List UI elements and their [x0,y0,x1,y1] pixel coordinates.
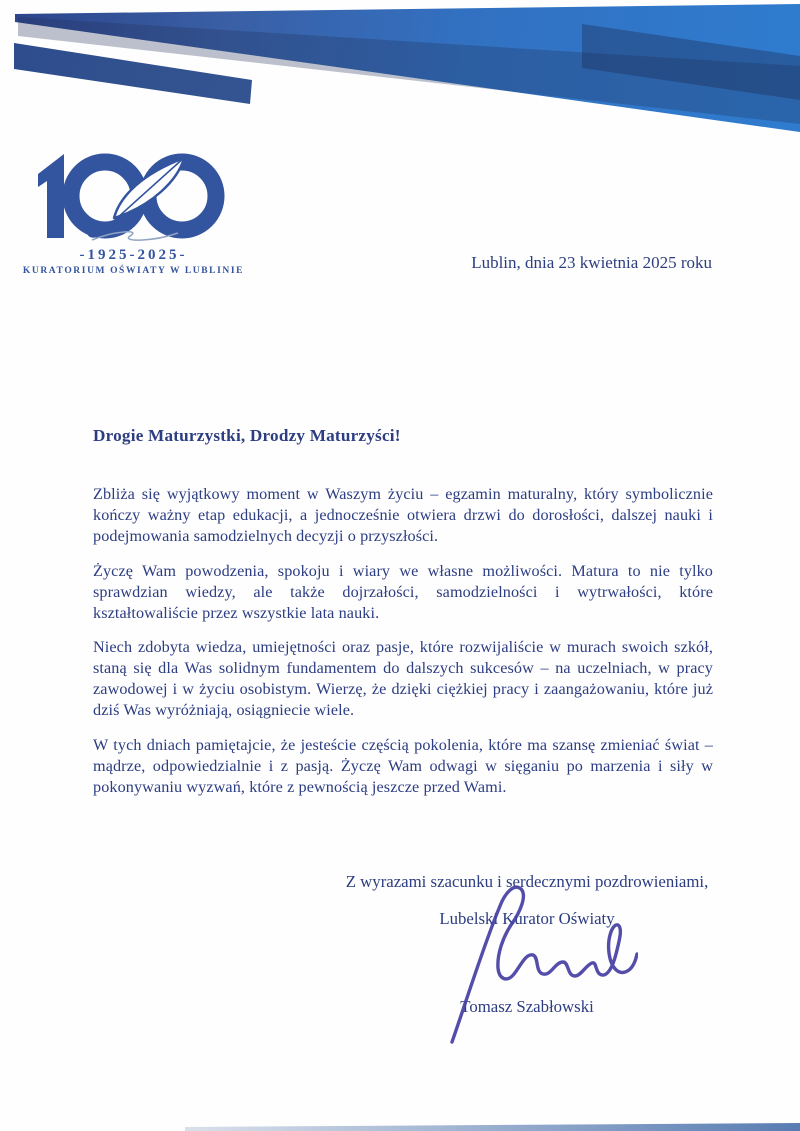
sender-name: Tomasz Szabłowski [460,997,594,1016]
paragraph-2: Życzę Wam powodzenia, spokoju i wiary we własne możliwości. Matura to nie tylko sprawdzian wiedzy, ale także dojrzałości, samodzielności i wytrwałości, które kształtowaliście przez wszystkie lata nauki. [93,561,713,622]
dateline: Lublin, dnia 23 kwietnia 2025 roku [471,253,712,272]
logo-institution: KURATORIUM OŚWIATY W LUBLINIE [22,266,245,276]
closing-block [277,872,777,1017]
letter-body [93,484,713,811]
valediction: Z wyrazami szacunku i serdecznymi pozdrowieniami, [345,872,709,891]
bottom-banner-stripe [185,1123,800,1131]
paragraph-1: Zbliża się wyjątkowy moment w Waszym życiu – egzamin maturalny, który symbolicznie kończy ważny etap edukacji, a jednocześnie otwiera drzwi do dorosłości, dalszej nauki i podejmowania samodzielnych decyzji o przyszłości. [93,485,713,545]
salutation: Drogie Maturzystki, Drodzy Maturzyści! [93,426,401,445]
anniversary-100-logo-icon [26,144,241,246]
top-banner [0,0,800,155]
paragraph-3: Niech zdobyta wiedza, umiejętności oraz pasje, które rozwijaliście w murach swoich szkół, staną się dla Was solidnym fundamentem do dalszych sukcesów – na uczelniach, w pracy zawodowej i w życiu osobistym. Wierzę, że dzięki ciężkiej pracy i zaangażowaniu, które już dziś Was wyróżniają, osiągniecie wiele. [93,638,713,719]
sender-title: Lubelski Kurator Oświaty [439,909,615,928]
paragraph-4: W tych dniach pamiętajcie, że jesteście częścią pokolenia, które ma szansę zmieniać świat – mądrze, odpowiedzialnie i z pasją. Życzę Wam odwagi w sięganiu po marzenia i siły w pokonywaniu wyzwań, które z pewnością jeszcze przed Wami. [93,735,713,796]
logo-years: -1925-2025- [79,247,188,263]
